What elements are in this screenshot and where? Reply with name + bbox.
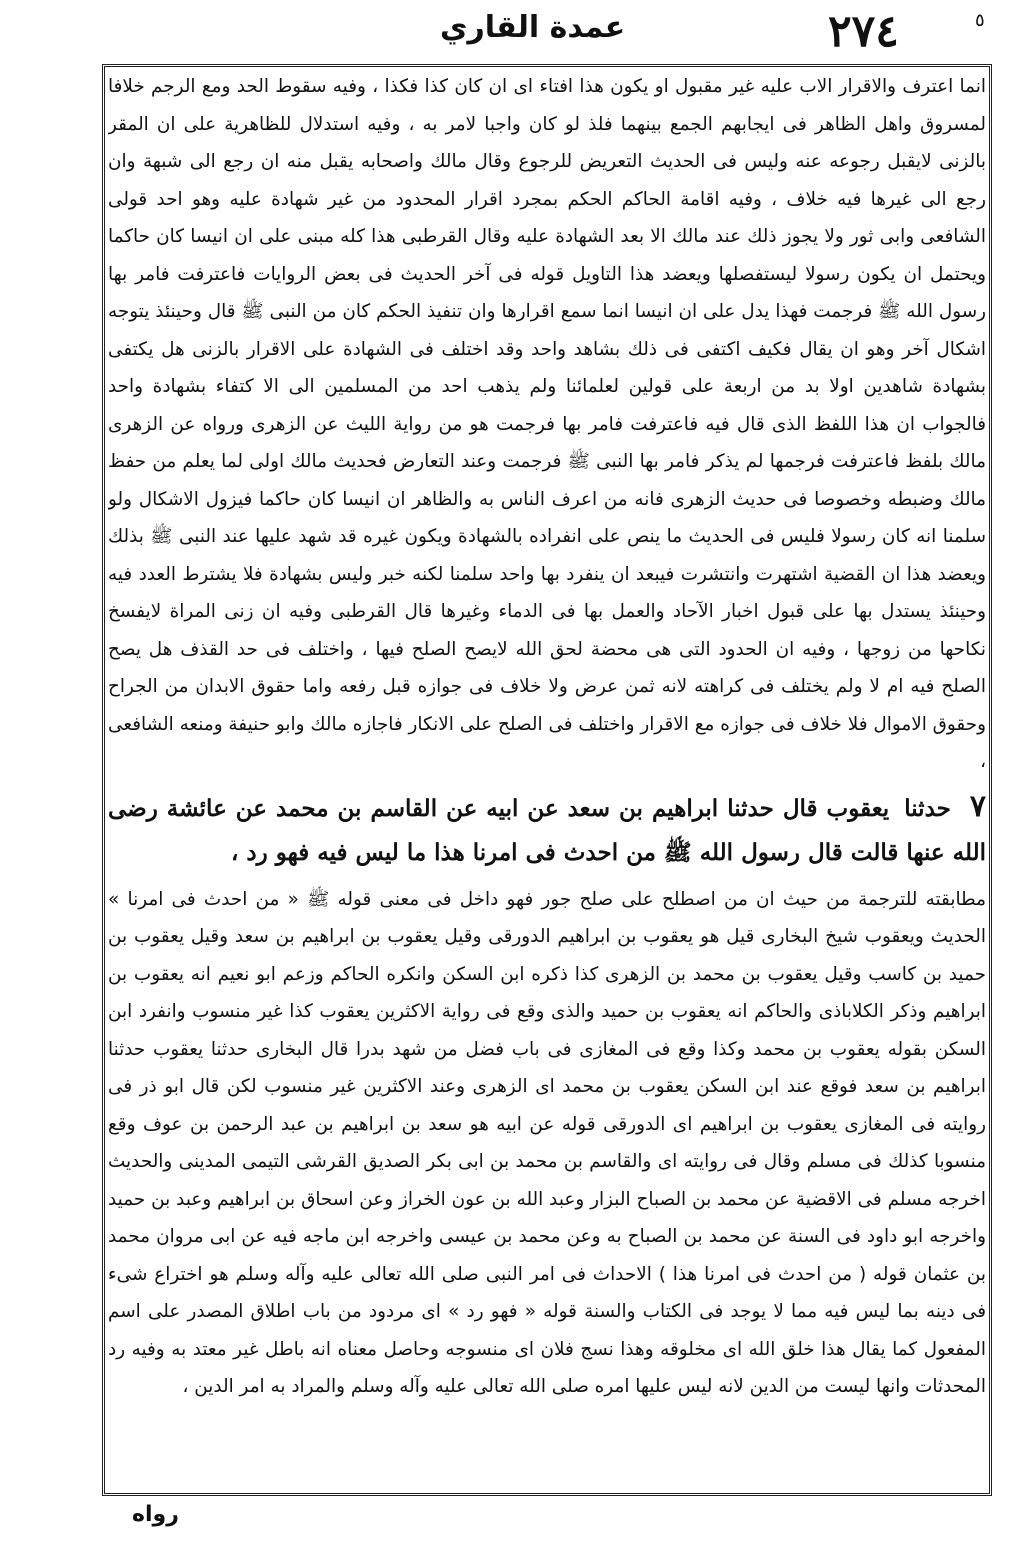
running-title: عمدة القاري bbox=[440, 10, 626, 45]
hadith-opening: حدثنا bbox=[904, 794, 951, 822]
commentary-paragraph: انما اعترف والاقرار الاب عليه غير مقبول او يكون هذا افتاء اى ان كان كذا فكذا ، وفيه سقوط الحد ومع الرجم خلافا لمسروق واهل الظاهر فى ايجابهم الجمع بينهما فلذ لو كان واجبا لامر به ، وفيه استدلال للظاهرية على ان المقر بالزنى لايقبل رجوعه عنه وليس فى الحديث التعريض للرجوع وقال مالك واصحابه يقبل منه ان رجع الى شبهة وان رجع الى غيرها فيه خلاف ، وفيه اقامة الحاكم الحكم بمجرد اقرار المحدود من غير شهادة عليه وهو احد قولى الشافعى وابى ثور ولا يجوز ذلك عند مالك الا بعد الشهادة عليه وقال القرطبى هذا كله مبنى على ان انيسا كان حاكما ويحتمل ان يكون رسولا ليستفصلها ويعضد هذا التاويل قوله فى آخر الحديث فى بعض الروايات فاعترفت فامر بها رسول الله ﷺ فرجمت فهذا يدل على ان انيسا انما سمع اقرارها وان تنفيذ الحكم كان من النبى ﷺ قال وحينئذ يتوجه اشكال آخر وهو ان يقال فكيف اكتفى فى ذلك بشاهد واحد وقد اختلف فى الشهادة على الاقرار بالزنى هل يكتفى بشهادة شاهدين اولا بد من اربعة على قولين لعلمائنا ولم يذهب احد من المسلمين الى الا كتفاء بشهادة واحد فالجواب ان هذا اللفظ الذى قال فيه فاعترفت فامر بها فرجمت هو من رواية الليث عن الزهرى ورواه عن الزهرى مالك بلفظ فاعترفت فرجمها لم يذكر فامر بها النبى ﷺ فرجمت وعند التعارض فحديث مالك اولى لما يعلم من حفظ مالك وضبطه وخصوصا فى حديث الزهرى فانه من اعرف الناس به والظاهر ان انيسا كان حاكما فيزول الاشكال ولو سلمنا انه كان رسولا فليس فى الحديث ما ينص على انفراده بالشهادة ويكون غيره قد شهد عليها عند النبى ﷺ بذلك ويعضد هذا ان القضية اشتهرت وانتشرت فيبعد ان ينفرد بها واحد سلمنا لكنه خبر وليس بشهادة فلا يشترط العدد فيه وحينئذ يستدل بها على قبول اخبار الآحاد والعمل بها فى الدماء وغيرها قال القرطبى وفيه ان زنى المراة لايفسخ نكاحها من زوجها ، وفيه ان الحدود التى هى محضة لحق الله لايصح الصلح فيها ، واختلف فى حد القذف هل يصح الصلح فيه ام لا ولم يختلف فى كراهته لانه ثمن عرض ولا خلاف فى جوازه قبل رفعه واما حقوق الابدان من الجراح وحقوق الاموال فلا خلاف فى جوازه مع الاقرار واختلف فى الصلح على الانكار فاجازه مالك وابو حنيفة ومنعه الشافعى ، bbox=[108, 76, 986, 772]
page-number: ٢٧٤ bbox=[828, 6, 899, 57]
hadith-commentary-paragraph: مطابقته للترجمة من حيث ان من اصطلح على صلح جور فهو داخل فى معنى قوله ﷺ « من احدث فى امرنا » الحديث ويعقوب شيخ البخارى قيل هو يعقوب بن ابراهيم الدورقى وقيل يعقوب بن ابراهيم بن سعد وقيل يعقوب بن حميد بن كاسب وقيل يعقوب بن محمد بن الزهرى كذا ذكره ابن السكن وانكره الحاكم وزعم ابو نعيم انه يعقوب بن ابراهيم وذكر الكلاباذى والحاكم انه يعقوب بن حميد والذى وقع فى رواية الاكثرين يعقوب كذا غير منسوب وانفرد ابن السكن بقوله يعقوب بن محمد وكذا وقع فى المغازى فى باب فضل من شهد بدرا قال البخارى حدثنا يعقوب حدثنا ابراهيم بن سعد فوقع عند ابن السكن يعقوب بن محمد اى الزهرى وعند الاكثرين غير منسوب لكن قال ابو ذر فى روايته فى المغازى يعقوب بن ابراهيم اى الدورقى قوله عن ابيه هو سعد بن ابراهيم بن عبد الرحمن بن عوف وقع منسوبا كذلك فى مسلم وقال فى روايته اى والقاسم بن محمد بن ابى بكر الصديق القرشى التيمى المدينى والحديث اخرجه مسلم فى الاقضية عن محمد بن الصباح البزار وعبد الله بن عون الخراز وعن اسحاق بن ابراهيم وعبد بن حميد واخرجه ابو داود فى السنة عن محمد بن الصباح به وعن محمد بن عيسى واخرجه ابن ماجه فيه عن ابى مروان محمد بن عثمان قوله ( من احدث فى امرنا هذا ) الاحداث فى امر النبى صلى الله تعالى عليه وآله وسلم هو اختراع شىء فى دينه بما ليس فيه مما لا يوجد فى الكتاب والسنة قوله « فهو رد » اى مردود من باب اطلاق المصدر على اسم المفعول كما يقال هذا خلق الله اى مخلوقه وهذا نسج فلان اى منسوجه وحاصل معناه انه باطل غير معتد به وفيه رد المحدثات وانها ليست من الدين لانه ليس عليها امره صلى الله تعالى عليه وآله وسلم والمراد به امر الدين ، bbox=[108, 888, 986, 1397]
page-corner-mark: ٥ bbox=[975, 10, 985, 31]
page-header bbox=[0, 0, 1027, 64]
hadith-text: يعقوب قال حدثنا ابراهيم بن سعد عن ابيه عن القاسم بن محمد عن عائشة رضى الله عنها قالت قال رسول الله ﷺ من احدث فى امرنا هذا ما ليس فيه فهو رد ، bbox=[108, 794, 986, 866]
main-text-column bbox=[108, 68, 986, 1492]
hadith-block bbox=[108, 785, 986, 875]
catchword: رواه bbox=[132, 1502, 179, 1527]
hadith-number: ٧ bbox=[969, 788, 986, 824]
